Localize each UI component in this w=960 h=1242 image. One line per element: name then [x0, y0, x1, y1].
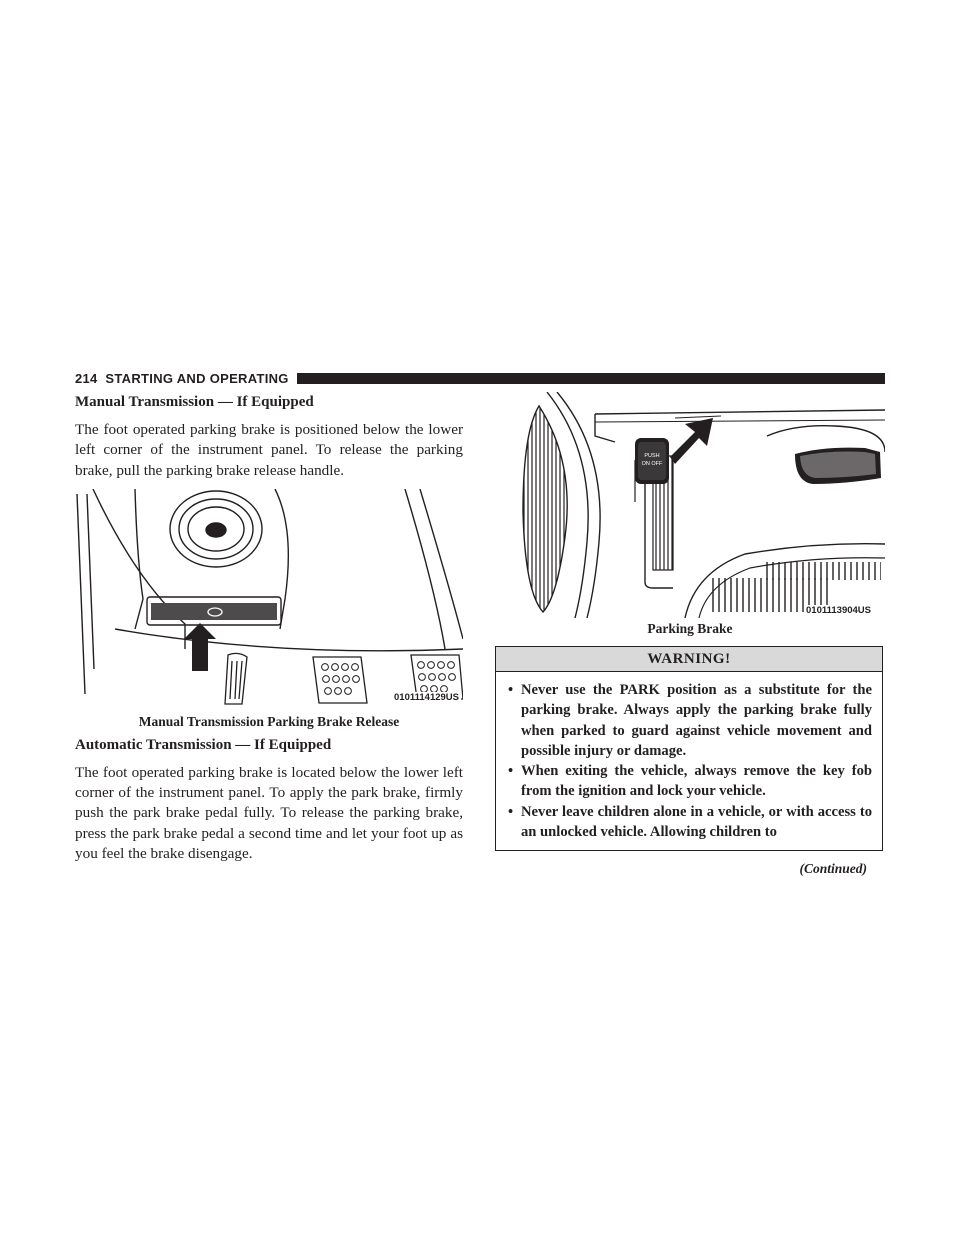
- automatic-transmission-paragraph: The foot operated parking brake is located below the lower left corner of the instrument panel. To apply the park brake, firmly push the park brake pedal fully. To release the parking brake, press the park brake pedal a second time and let your foot up as you feel the brake disengage.: [75, 763, 463, 863]
- header-rule: [297, 373, 885, 384]
- page-header-text: [75, 371, 289, 386]
- page-number: 214: [75, 370, 98, 386]
- warning-box: [495, 646, 883, 851]
- bullet-icon: •: [508, 682, 514, 698]
- automatic-transmission-heading: Automatic Transmission — If Equipped: [75, 736, 332, 753]
- bullet-icon: •: [508, 803, 514, 820]
- figure-code-right: 0101113904US: [806, 605, 871, 616]
- warning-item-text: Never use the PARK position as a substitute for the parking brake. Always apply the parking brake fully when parked to guard against vehicle movement and possible injury or damage.: [521, 682, 872, 759]
- warning-list: [496, 672, 882, 850]
- warning-item: [508, 680, 872, 761]
- warning-item: [508, 761, 872, 802]
- pedal-label-line2: ON OFF: [641, 461, 663, 467]
- pedal-label-line1: PUSH: [644, 453, 660, 459]
- continued-note: (Continued): [799, 861, 867, 877]
- manual-brake-illustration: [75, 489, 463, 713]
- figure-caption: Manual Transmission Parking Brake Release: [138, 713, 400, 729]
- section-title: STARTING AND OPERATING: [105, 370, 289, 386]
- warning-item: [508, 802, 872, 843]
- warning-item-text: When exiting the vehicle, always remove the key fob from the ignition and lock your vehicle.: [521, 763, 872, 800]
- parking-brake-illustration: [495, 392, 885, 618]
- warning-item-text: Never leave children alone in a vehicle, or with access to an unlocked vehicle. Allowing children to: [521, 803, 872, 841]
- manual-transmission-heading: Manual Transmission — If Equipped: [75, 394, 314, 410]
- figure-caption-right: Parking Brake: [647, 621, 733, 636]
- right-column: [495, 392, 885, 877]
- warning-title: WARNING!: [496, 647, 882, 672]
- bullet-icon: •: [508, 763, 514, 780]
- manual-transmission-paragraph: The foot operated parking brake is positioned below the lower left corner of the instrument panel. To release the parking brake, pull the parking brake release handle.: [75, 421, 463, 479]
- left-column: [75, 392, 463, 864]
- parking-brake-figure: [495, 392, 885, 618]
- figure-code: 0101114129US: [394, 691, 459, 703]
- manual-brake-figure: [75, 489, 463, 713]
- page-header: [75, 370, 885, 386]
